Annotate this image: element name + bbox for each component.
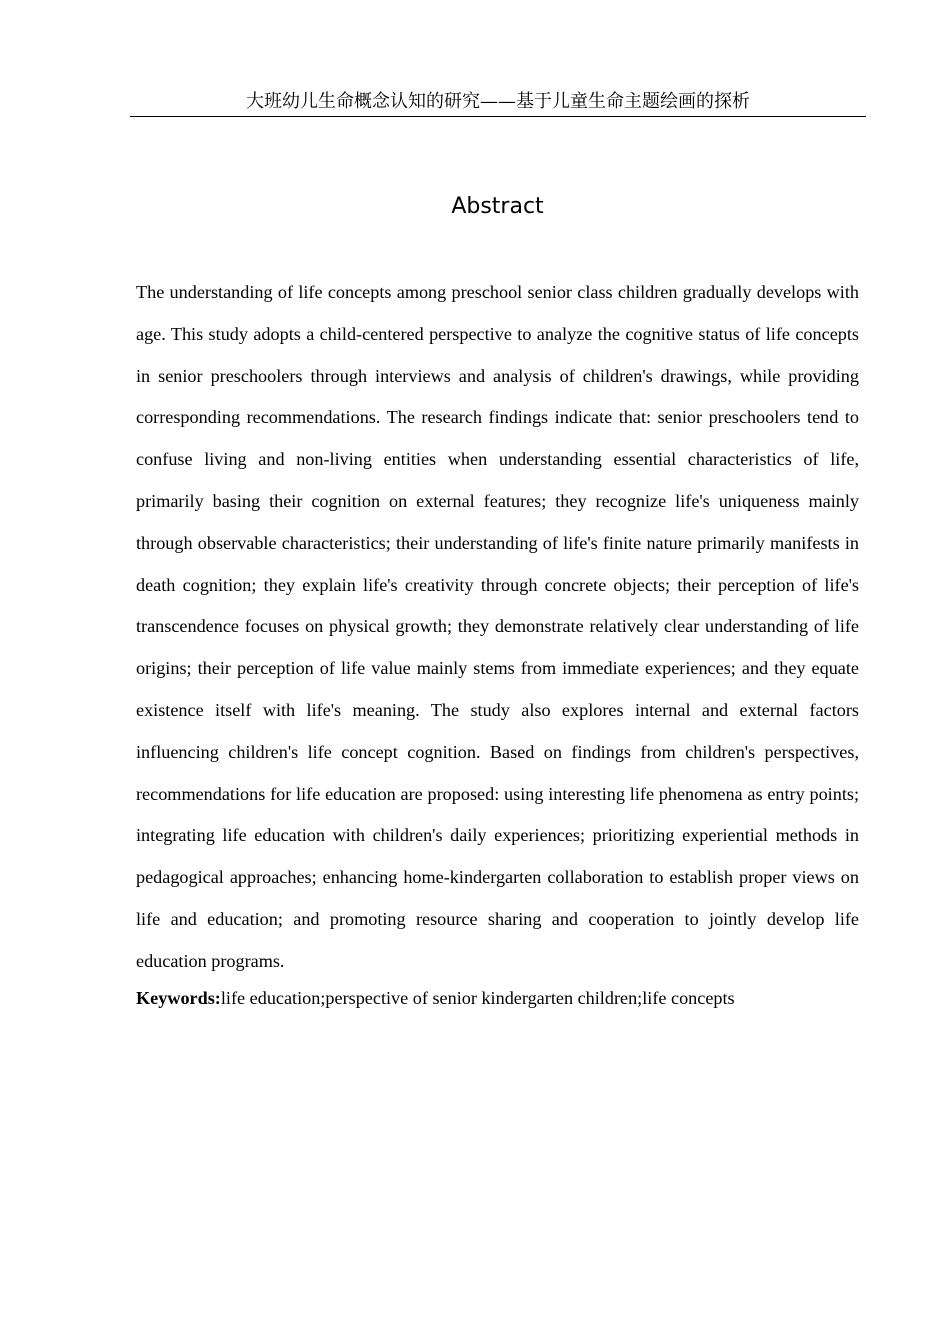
abstract-body: The understanding of life concepts among preschool senior class children gradually develops with age. This study adopts a child-centered perspective to analyze the cognitive status of life concepts in senior preschoolers through interviews and analysis of children's drawings, while providing corresponding recommendations. The research findings indicate that: senior preschoolers tend to confuse living and non-living entities when understanding essential characteristics of life, primarily basing their cognition on external features; they recognize life's uniqueness mainly through observable characteristics; their understanding of life's finite nature primarily manifests in death cognition; they explain life's creativity through concrete objects; their perception of life's transcendence focuses on physical growth; they demonstrate relatively clear understanding of life origins; their perception of life value mainly stems from immediate experiences; and they equate existence itself with life's meaning. The study also explores internal and external factors influencing children's life concept cognition. Based on findings from children's perspectives, recommendations for life education are proposed: using interesting life phenomena as entry points; integrating life education with children's daily experiences; prioritizing experiential methods in pedagogical approaches; enhancing home-kindergarten collaboration to establish proper views on life and education; and promoting resource sharing and cooperation to jointly develop life education programs. (136, 282, 859, 971)
keywords-label: Keywords: (136, 988, 221, 1008)
running-header-title: 大班幼儿生命概念认知的研究——基于儿童生命主题绘画的探析 (246, 91, 750, 112)
abstract-heading: Abstract (451, 194, 544, 219)
keywords-value: life education;perspective of senior kindergarten children;life concepts (220, 988, 735, 1008)
running-header (130, 90, 866, 117)
keywords-line (136, 983, 859, 1013)
